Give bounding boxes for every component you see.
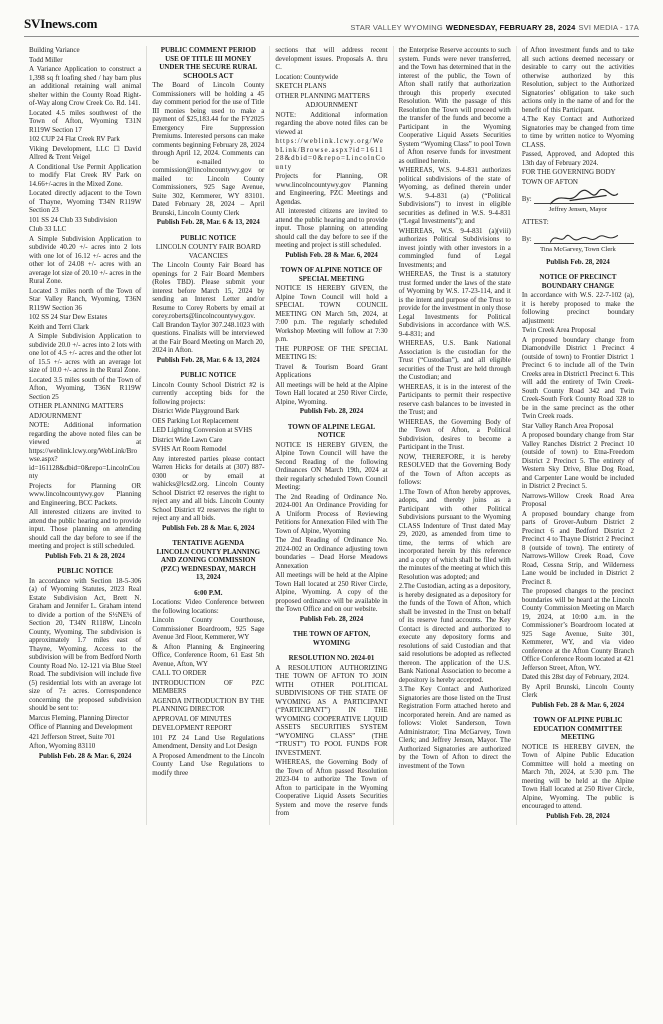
notice-paragraph: OTHER PLANNING MATTERS [275, 91, 370, 100]
notice-paragraph: 101 PZ 24 Land Use Regulations Amendment, Density and Lot Design [152, 733, 265, 750]
signature-block [522, 189, 634, 215]
notice-heading: PUBLIC COMMENT PERIOD USE OF TITLE III MONEY UNDER THE SECURE RURAL SCHOOLS ACT [159, 46, 258, 80]
column-1 [24, 46, 146, 825]
notice-paragraph: Todd Miller [29, 55, 63, 64]
notice-heading: NOTICE OF PRECINCT BOUNDARY CHANGE [539, 273, 617, 290]
notice-paragraph: All meetings will be held at the Alpine Town Hall located at 250 River Circle, Alpine, Wyoming. [275, 380, 388, 406]
notice-paragraph: Office of Planning and Development [29, 723, 133, 731]
notice-paragraph: Locations: Video Conference between the following locations: [152, 598, 265, 615]
dateline-date: WEDNESDAY, FEBRUARY 28, 2024 [445, 23, 576, 32]
notice-heading: TENTATIVE AGENDA LINCOLN COUNTY PLANNING AND ZONING COMMISSION (PZC) WEDNESDAY, MARCH 13, 2024 [156, 539, 261, 581]
publish-line: Publish Feb. 28, 2024 [299, 407, 364, 415]
notice-paragraph: WHEREAS, the Governing Body of the Town of Afton, a Political Subdivision, desires to become a Participant in the Trust. [398, 417, 511, 451]
notice-paragraph: CALL TO ORDER [152, 669, 207, 677]
notice-paragraph: Lincoln County Courthouse, Commissioner Boardroom, 925 Sage Avenue 3rd Floor, Kemmerer, WY [152, 616, 265, 641]
notice-paragraph: AGENDA INTRODUCTION BY THE PLANNING DIRECTOR [152, 696, 265, 713]
notice-paragraph: WHEREAS, the Trust is a statutory trust formed under the laws of the state of Wyoming by W.S. 17-23-114, and it is the intent and purpose of the Trust to provide for the investment in only those Legal Investments for Political Subdivisions in accordance with W.S. 9-4-831; and [398, 270, 511, 338]
notice-paragraph: the Enterprise Reserve accounts to such system. Funds were never transferred, and the Town has determined that in the interest of the public, the Town of Afton shall ratify that authorization through this properly executed Resolution. With the passage of this Resolution the Town will proceed with the transfer of the funds and become a Participant in the Wyoming Cooperative Liquid Assets Securities System “Wyoming Class” to pool Town of Afton reserve funds for investment as outlined herein. [398, 46, 511, 165]
publish-line: Publish Feb. 28 & Mar. 6, 2024 [38, 751, 132, 760]
notice-paragraph: By April Brunski, Lincoln County Clerk [521, 682, 635, 699]
notice-paragraph: SVHS Art Room Remodel [152, 445, 227, 453]
signature-scribble-glyph [546, 189, 622, 207]
notice-paragraph: A Simple Subdivision Application to subdivide 40.20 +/- acres into 2 lots with one lot of 16.12 +/- acres and the other lot of 24.08 +/- acres with an average lot size of 20.10 +/- acres in the Rural Zone. [29, 234, 142, 285]
notice-subheading: LINCOLN COUNTY FAIR BOARD VACANCIES [155, 243, 261, 260]
notice-paragraph: Travel & Tourism Board Grant Applications [275, 362, 388, 379]
notice-paragraph: FOR THE GOVERNING BODY [521, 168, 616, 176]
notice-heading: TOWN OF ALPINE NOTICE OF SPECIAL MEETING [280, 266, 383, 283]
column-2 [146, 46, 269, 825]
notice-paragraph: WHEREAS, U.S. Bank National Association is the custodian for the Trust (“Custodian”), and all eligible securities of the Trust are held through the Custodian; and [398, 339, 511, 381]
notice-paragraph: Narrows-Willow Creek Road Area Proposal [521, 491, 635, 508]
publish-line: Publish Feb. 28 & Mar. 6, 2024 [531, 700, 625, 709]
notice-columns [24, 46, 639, 825]
notice-heading: PUBLIC NOTICE [180, 371, 237, 379]
notice-heading: THE TOWN OF AFTON, WYOMING [292, 630, 371, 647]
signature-scribble-glyph [546, 229, 622, 247]
signature-block [522, 229, 634, 255]
notice-paragraph: Keith and Terri Clark [29, 322, 89, 331]
notice-paragraph: The Board of Lincoln County Commissioners will be holding a 45 day comment period for the use of Title III monies being used to make a payment of $25,183.44 for the FY2025 Emergency Fire Suppression Premiums. Interested persons can make comments beginning February 28, 2024 through April 12, 2024. Comments can be e-mailed to commission@lincolncountywy.gov or mailed to: Lincoln County Commissioners, 925 Sage Avenue, Suite 302, Kemmerer, WY 83101. Dated February 28, 2024 – April Brunski, Lincoln County Clerk [152, 81, 265, 217]
notice-paragraph: Projects for Planning OR www.lincolncountywy.gov Planning and Engineering, BCC Packets. [29, 481, 142, 507]
notice-paragraph: Lincoln County School District #2 is currently accepting bids for the following projects: [152, 380, 265, 406]
notice-paragraph: LED Lighting Conversion at SVHS [152, 426, 253, 434]
notice-paragraph: OTHER PLANNING MATTERS [29, 402, 124, 410]
notice-paragraph: Located directly adjacent to the Town of Thayne, Wyoming T34N R119W Section 23 [29, 189, 142, 214]
notice-paragraph: of Afton investment funds and to take all such actions deemed necessary or desirable to carry out the activities otherwise authorized by this Resolution, subject to the Authorized Signatories’ obligation to take such actions only in the name of and for the benefit of this Participant. [521, 46, 635, 114]
notice-paragraph: A RESOLUTION AUTHORIZING THE TOWN OF AFTON TO JOIN WITH OTHER POLITICAL SUBDIVISIONS OF THE STATE OF WYOMING AS A PARTICIPANT (“PARTICIPANT”) IN THE WYOMING COOPERATIVE LIQUID ASSETS SECURITIES SYSTEM “WYOMING CLASS” (THE “TRUST”) TO POOL FUNDS FOR INVESTMENT. [275, 663, 388, 757]
notice-paragraph: ADJOURNMENT [29, 411, 82, 420]
column-4 [393, 46, 516, 825]
notice-paragraph: Passed, Approved, and Adopted this 13th day of February 2024. [521, 150, 635, 167]
notice-paragraph: Building Variance [29, 46, 80, 54]
notice-paragraph: A proposed boundary change from parts of Grover-Auburn District 2 Precinct 6 and Bedford District 2 Precinct 4 to Thayne District 2 Precinct 8 (outside of town). The entirety of Narrows-Willow Creek Road, Cove Road, Cessna Strip, and Wilderness Lane would be included in District 2 Precinct 8. [521, 509, 635, 586]
notice-paragraph: A proposed boundary change from Diamondville District 1 Precinct 4 (outside of town) to Frontier District 1 Precinct 6 to include all of the Twin Creeks area in District1 Precinct 6. This will add the entirety of Twin Creek-South County Road 342 and Twin Creek-South Fork County Road 328 to be in the same precinct as the other Twin Creek roads. [521, 335, 635, 420]
signature-by-label: By: [521, 195, 532, 203]
notice-paragraph: In accordance with Section 18-5-306 (a) of Wyoming Statutes, 2023 Real Estate Subdivision Act, Brett N. Graham and Jennifer L. Graham intend to divide a portion of the S½NE¼ of Section 20, T34N R118W, Lincoln County, Wyoming. The subdivision is approximately 1.7 miles east of Thayne, Wyoming. Access to the subdivision will be from Bedford North County Road No. 12-121 via Blue Steel Road. The subdivision will include five (5) residential lots with an average lot size of 7± acres. Correspondence concerning the proposed subdivision should be sent to: [29, 576, 142, 712]
notice-heading: RESOLUTION NO. 2024-01 [288, 654, 375, 662]
notice-paragraph: Located 4.5 miles southwest of the Town of Afton, Wyoming T31N R119W Section 17 [29, 108, 142, 134]
notice-paragraph: NOTE: Additional information regarding the above noted files can be viewed at [275, 110, 388, 136]
notice-paragraph: OES Parking Lot Replacement [152, 416, 239, 425]
signature-scribble [534, 229, 634, 244]
notice-paragraph: 3.The Key Contact and Authorized Signatories are those listed on the Trust Registration Form attached hereto and incorporated herein. And are named as follows: Violet Sanderson, Town Administrator; Tina McGarvey, Town Clerk; and Jeffrey Jenson, Mayor. The Authorized Signatories are authorized by the Town of Afton to direct the investment of the Town [398, 685, 511, 770]
notice-paragraph: NOTICE IS HEREBY GIVEN, the Alpine Town Council will have the Second Reading of the following Ordinances ON March 19th, 2024 at their regularly scheduled Town Council Meeting: [275, 440, 388, 491]
masthead: SVInews.com [24, 16, 98, 31]
notice-paragraph: Dated this 28st day of February, 2024. [521, 673, 630, 681]
notice-paragraph: WHEREAS, W.S. 9-4-831 authorizes political subdivisions of the state of Wyoming, as defined therein under W.S. 9-4-831 (a) (“Political Subdivisions”) to invest in eligible securities as defined in W.S. 9-4-831 (“Legal Investments”); and [398, 166, 511, 225]
notice-paragraph: 4.The Key Contact and Authorized Signatories may be changed from time to time by written notice to Wyoming CLASS. [521, 115, 635, 149]
column-5 [516, 46, 639, 825]
notice-paragraph: Projects for Planning, OR www.lincolncountywy.gov Planning and Engineering, PZC Meetings and Agendas. [275, 172, 388, 206]
notice-paragraph: The 2nd Reading of Ordinance No. 2024-002 an Ordinance adjusting town boundaries – Dead Horse Meadows Annexation [275, 536, 388, 570]
notice-paragraph: In accordance with W.S. 22-7-102 (a), it is hereby proposed to make the following precinct boundary adjustment: [521, 291, 635, 325]
notice-paragraph: A Variance Application to construct a 1,398 sq ft loafing shed / hay barn plus an additional retaining wall animal shelter within the County Road Right-of-Way along Crow Creek Co. Rd. 141. [29, 65, 142, 107]
notice-paragraph: WHEREAS, W.S. 9-4-831 (a)(viii) authorizes Political Subdivisions to invest jointly with other investors in a commingled fund of Legal Investments; and [398, 226, 511, 269]
publish-line: Publish Feb. 28, 2024 [299, 614, 364, 623]
notice-paragraph: The 2nd Reading of Ordinance No. 2024-001 An Ordinance Providing for A Uniform Process of Reviewing Petitions for Annexation Filed with The Town of Alpine, Wyoming [275, 492, 388, 535]
publish-line: Publish Feb. 28, Mar. 6 & 13, 2024 [156, 355, 260, 364]
notice-paragraph: All interested citizens are invited to attend the public hearing and to provide input. Those planning on attending should call the day before to see if the meeting and project is still scheduled. [29, 508, 142, 550]
notice-heading: PUBLIC NOTICE [180, 233, 237, 242]
notice-paragraph: Marcus Fleming, Planning Director [29, 713, 129, 722]
notice-paragraph: Afton, Wyoming 83110 [29, 742, 96, 750]
notice-paragraph: THE PURPOSE OF THE SPECIAL MEETING IS: [275, 344, 388, 361]
notice-paragraph: DEVELOPMENT REPORT [152, 724, 232, 732]
publish-line: Publish Feb. 21 & 28, 2024 [45, 551, 126, 560]
notice-paragraph: Located 3 miles north of the Town of Star Valley Ranch, Wyoming, T36N R119W Section 36 [29, 286, 142, 312]
notice-paragraph: 421 Jefferson Street, Suite 701 [29, 732, 115, 741]
notice-paragraph: 2.The Custodian, acting as a depository, is hereby designated as a depository for the funds of the Town of Afton, which shall be invested in the Trust on behalf of its reserve fund accounts. The Key Contact is directed and authorized to execute any depository forms and resolutions of said Custodian and that said resolutions be adopted as reflected thereon. The application of the U.S. Bank National Association to become a depository is hereby accepted. [398, 582, 511, 684]
notice-paragraph: Star Valley Ranch Area Proposal [521, 421, 614, 430]
publish-line: Publish Feb. 28 & Mar. 6, 2024 [162, 523, 255, 532]
dateline [350, 23, 639, 32]
dateline-edition: SVI MEDIA - 17A [578, 23, 639, 32]
signature-scribble [534, 189, 634, 204]
notice-paragraph: Location: Countywide [275, 72, 339, 81]
notice-paragraph: SKETCH PLANS [275, 82, 327, 90]
notice-paragraph: NOTE: Additional information regarding the above noted files can be viewed at https://weblink.lcwy.org/WebLink/Browse.aspx?id=161128&dbid=0&repo=LincolnCounty [29, 421, 142, 480]
notice-paragraph: NOTICE IS HEREBY GIVEN, the Alpine Town Council will hold a SPECIAL TOWN COUNCIL MEETING ON March 5th, 2024, at 7:00 p.m. The regularly scheduled Workshop Meeting will follow at 7:30 p.m. [275, 284, 388, 343]
notice-subheading: ADJOURNMENT [305, 101, 358, 109]
publish-line: Publish Feb. 28, 2024 [546, 811, 610, 820]
signature-name: Jeffrey Jensen, Mayor [548, 206, 608, 213]
notice-paragraph: Located 3.5 miles south of the Town of Afton, Wyoming, T36N R119W Section 25 [29, 375, 142, 401]
notice-paragraph: WHEREAS, it is in the interest of the Participants to permit their respective reserve cash balances to be invested in the Trust; and [398, 382, 511, 416]
notice-heading: PUBLIC NOTICE [57, 567, 114, 575]
notice-paragraph: WHEREAS, the Governing Body of the Town of Afton passed Resolution 2023-04 to authorize The Town of Afton to participate in the Wyoming Cooperative Liquid Assets Securities System and move the reserve funds from [275, 758, 388, 817]
notice-paragraph: NOW, THEREFORE, it is hereby RESOLVED that the Governing Body of the Town of Afton accepts as follows: [398, 452, 511, 486]
notice-paragraph: sections that will address recent development issues. Proposals A. thru C. [275, 46, 388, 71]
notice-paragraph: APPROVAL OF MINUTES [152, 714, 232, 723]
dateline-location: STAR VALLEY WYOMING [350, 23, 443, 32]
notice-paragraph: INTRODUCTION OF PZC MEMBERS [152, 678, 265, 695]
publish-line: Publish Feb. 28, 2024 [546, 257, 610, 266]
notice-paragraph: A proposed boundary change from Star Valley Ranches District 2 Precinct 10 (outside of town) to Etna-Freedom District 2 Precinct 5. The entirety of Western Sky Drive, Blue Dog Road, and Carpenter Lane would be included in District 2 Precinct 5. [521, 431, 635, 490]
column-3 [269, 46, 392, 825]
notice-url: https://weblink.lcwy.org/WebLink/Browse.aspx?id=161128&dbid=0&repo=LincolnCounty [275, 137, 386, 171]
notice-paragraph: The proposed changes to the precinct boundaries will be heard at the Lincoln County Commission Meeting on March 19, 2024, at 10:00 a.m. in the Commissioner’s Boardroom located at 925 Sage Avenue, Suite 301, Kemmerer, WY, and via video conference at the Afton County Branch Office Conference Room located at 421 Jefferson Street, Afton, WY. [521, 587, 635, 672]
notice-paragraph: A Conditional Use Permit Application to modify Flat Creek RV Park on 14.66+/-acres in the Mixed Zone. [29, 162, 142, 188]
signature-name: Tina McGarvey, Town Clerk [540, 246, 616, 253]
notice-paragraph: Twin Creek Area Proposal [521, 326, 596, 334]
publish-line: Publish Feb. 28, Mar. 6 & 13, 2024 [156, 218, 260, 226]
notice-paragraph: Club 33 LLC [29, 225, 67, 233]
notice-paragraph: NOTICE IS HEREBY GIVEN, the Town of Alpine Public Education Committee will hold a meeting on March 7th, 2024, at 5:30 p.m. The meeting will be held at the Alpine Town Hall located at 250 River Circle, Alpine, Wyoming. The public is encouraged to attend. [521, 742, 635, 810]
notice-heading: 6:00 P.M. [194, 588, 223, 597]
notice-paragraph: The Lincoln County Fair Board has openings for 2 Fair Board Members (Roles TBD). Please submit your interest before March 15, 2024 by sending an Interest Letter and/or Resume to Corey Roberts by email at corey.roberts@lincolncountywy.gov. Call Brandon Taylor 307.248.1023 with questions. Finalists will be interviewed at the Fair Board Meeting on March 20, 2024 in Afton. [152, 261, 265, 354]
notice-paragraph: TOWN OF AFTON [521, 177, 578, 186]
notice-paragraph: District Wide Playground Bark [152, 407, 240, 415]
notice-paragraph: All meetings will be held at the Alpine Town Hall located at 250 River Circle, Alpine, Wyoming. A copy of the proposed ordinance will be available in the Town Office and on our website. [275, 571, 388, 613]
notice-paragraph: A Proposed Amendment to the Lincoln County Land Use Regulations to modify three [152, 751, 265, 777]
notice-heading: TOWN OF ALPINE PUBLIC EDUCATION COMMITTEE MEETING [533, 716, 623, 741]
page-header [24, 16, 639, 37]
notice-paragraph: Viking Development, LLC ☐ David Allred & Trent Veigel [29, 144, 142, 161]
notice-paragraph: & Afton Planning & Engineering Office, Conference Room, 61 East 5th Avenue, Afton, WY [152, 642, 265, 668]
publish-line: Publish Feb. 28 & Mar. 6, 2024 [285, 250, 378, 259]
notice-paragraph: Any interested parties please contact Warren Hicks for details at (307) 887-0300 or by email at wahicks@lcsd2.org. Lincoln County School District #2 reserves the right to reject any and all bids. Lincoln County School District #2 reserves the right to reject any and all bids. [152, 454, 265, 522]
notice-paragraph: 102 CUP 24 Flat Creek RV Park [29, 135, 120, 143]
notice-paragraph: 102 SS 24 Star Dew Estates [29, 313, 108, 321]
notice-paragraph: 101 SS 24 Club 33 Subdivision [29, 215, 118, 224]
notice-heading: TOWN OF ALPINE LEGAL NOTICE [287, 422, 376, 439]
notice-paragraph: 1.The Town of Afton hereby approves, adopts, and thereby joins as a Participant with other Political Subdivisions pursuant to the Wyoming CLASS Indenture of Trust dated May 29, 2020, as amended from time to time, the terms of which are incorporated herein by this reference and a copy of which shall be filed with the minutes of the meeting at which this Resolution was adopted; and [398, 487, 511, 581]
notice-paragraph: All interested citizens are invited to attend the public hearing and to provide input. Those planning on attending should call the day before to see if the meeting and project is still scheduled. [275, 207, 388, 249]
notice-paragraph: A Simple Subdivision Application to subdivide 20.0 +/- acres into 2 lots with one lot of 4.5 +/- acres and the other lot of 15.5 +/- acres with an average lot size of 10.0 +/- acres in the Rural Zone. [29, 332, 142, 374]
notice-paragraph: District Wide Lawn Care [152, 435, 223, 444]
signature-by-label: By: [521, 235, 532, 243]
notice-paragraph: ATTEST: [521, 217, 549, 226]
